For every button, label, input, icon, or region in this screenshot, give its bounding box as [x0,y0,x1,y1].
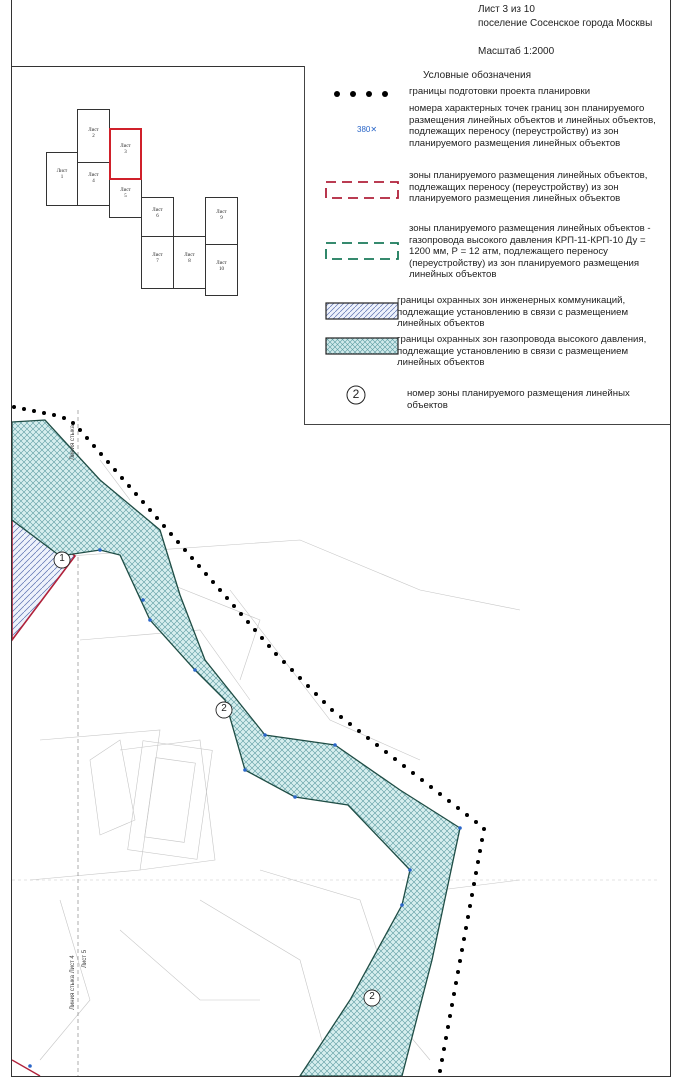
legend-item-gas-protection: границы охранных зон газопровода высокого давления, подлежащие установлению в связи с размещением линейных объектов [397,334,647,369]
legend-symbol-dotted-boundary [333,88,395,100]
legend-symbol-green-dashed [325,242,399,260]
index-sheet-5[interactable]: Лист 5 [109,178,142,218]
legend-item-red-zone: зоны планируемого размещения линейных объектов, подлежащих переносу (переустройству) из зон планируемого размещения линейных объектов [409,170,648,205]
index-sheet-7[interactable]: Лист 7 [141,236,174,289]
index-sheet-6[interactable]: Лист 6 [141,197,174,237]
index-sheet-2[interactable]: Лист 2 [77,109,110,163]
scale-label: Масштаб 1:2000 [478,46,555,57]
legend-zone-number-sample: 2 [352,387,360,401]
sheet-index-map [46,105,246,300]
settlement-name: поселение Сосенское города Москвы [478,18,653,29]
index-sheet-9[interactable]: Лист 9 [205,197,238,245]
legend-item-utility-protection: границы охранных зон инженерных коммуникаций, подлежащие установлению в связи с размещением линейных объектов [397,295,629,330]
legend-item-boundary: границы подготовки проекта планировки [409,86,591,97]
index-sheet-10[interactable]: Лист 10 [205,244,238,296]
legend-symbol-red-dashed [325,181,399,199]
legend-item-zone-number: номер зоны планируемого размещения линейных объектов [407,388,630,411]
join-line-label-top: Линия стыка [70,424,76,460]
join-line-label-sheet5: Лист 5 [82,949,88,968]
legend-panel [304,66,670,425]
index-sheet-3-current[interactable]: Лист 3 [109,128,142,180]
index-sheet-1[interactable]: Лист 1 [46,152,78,206]
legend-symbol-point-number: 380✕ [357,125,378,134]
zone-number-2b: 2 [369,991,375,1002]
index-sheet-8[interactable]: Лист 8 [173,236,206,289]
legend-item-point-numbers: номера характерных точек границ зон планируемого размещения линейных объектов и линейных объектов, подлежащих переносу (переустройству) из зон планируемого размещения линейных объектов [409,103,656,149]
legend-symbol-green-crosshatch [325,337,399,355]
zone-red-corner [12,1060,40,1076]
sheet-number: Лист 3 из 10 [478,4,535,15]
legend-title: Условные обозначения [423,70,532,81]
legend-item-green-zone: зоны планируемого размещения линейных объектов - газопровода высокого давления КРП-11-КРП-10 Ду = 1200 мм, Р = 12 атм, подлежащего переносу (переустройству) из зон планируемого размещения линейных объектов [409,223,651,281]
zone-number-2a: 2 [221,703,227,714]
index-sheet-4[interactable]: Лист 4 [77,162,110,206]
join-line-label-bottom: Линия стыка Лист 4 [70,955,76,1010]
zone-number-1: 1 [59,553,65,564]
legend-symbol-blue-hatch [325,302,399,320]
